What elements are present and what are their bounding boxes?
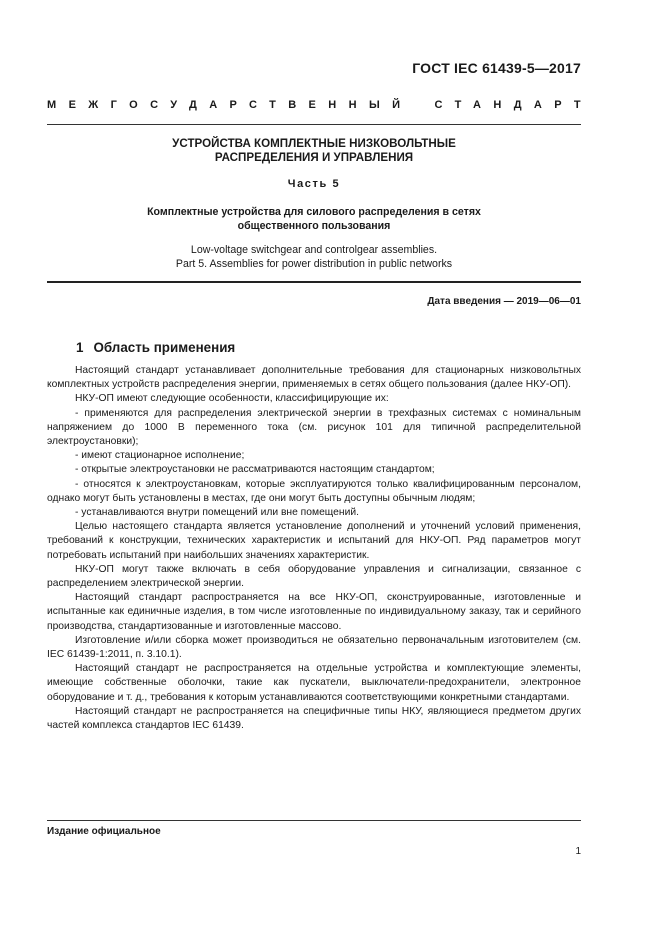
list-item: - имеют стационарное исполнение;	[75, 450, 245, 462]
title-line: УСТРОЙСТВА КОМПЛЕКТНЫЕ НИЗКОВОЛЬТНЫЕ	[172, 137, 456, 150]
paragraph: Настоящий стандарт устанавливает дополнительные требования для стационарных низковольтных комплектных устройств распределения энергии, применяемых в сетях общего пользования (далее НКУ-ОП).	[47, 365, 581, 391]
paragraph: Целью настоящего стандарта является установление дополнений и уточнений условий применения, требований к конструкции, технических характеристик и испытаний для НКУ-ОП. Ряд параметров могут потребовать испытаний при наибольших значениях характеристик.	[47, 521, 581, 561]
paragraph: НКУ-ОП могут также включать в себя оборудование управления и сигнализации, связанное с распределением электрической энергии.	[47, 563, 581, 590]
paragraph: Изготовление и/или сборка может производиться не обязательно первоначальным изготовителем (см. IEC 61439-1:2011, п. 3.10.1).	[47, 634, 581, 661]
paragraph: Настоящий стандарт не распространяется на специфичные типы НКУ, являющиеся предметом других частей комплекса стандартов IEC 61439.	[47, 705, 581, 732]
section-body	[47, 364, 581, 733]
title-en-line: Low-voltage switchgear and controlgear assemblies.	[190, 244, 438, 256]
interstate-word: МЕЖГОСУДАРСТВЕННЫЙ	[47, 99, 413, 111]
title-english	[47, 243, 581, 271]
subtitle-line: общественного пользования	[237, 220, 391, 232]
title-en-line: Part 5. Assemblies for power distribution in public networks	[175, 258, 453, 270]
part-label: Часть 5	[287, 178, 341, 190]
paragraph: Настоящий стандарт распространяется на все НКУ-ОП, сконструированные, изготовленные и испытанные как единичные изделия, в том числе изготовленные по индивидуальному заказу, так и серийного производства, стандартизованные и изготовленные массово.	[47, 592, 581, 632]
title-russian	[47, 137, 581, 165]
subtitle-russian	[47, 205, 581, 233]
footer-divider	[47, 820, 581, 821]
paragraph: НКУ-ОП имеют следующие особенности, классифицирующие их:	[75, 393, 389, 405]
list-item: - применяются для распределения электрической энергии в трехфазных системах с номинальным напряжением до 1000 В переменного тока (см. рисунок 101 для типичной распределительной электроустановки);	[47, 407, 581, 448]
list-item: - относятся к электроустановкам, которые эксплуатируются только квалифицированным персоналом, однако могут быть установлены в местах, где они могут быть доступны обычным людям;	[47, 478, 581, 504]
interstate-standard-banner	[47, 99, 593, 111]
page-number: 1	[575, 846, 581, 857]
section-number: 1	[76, 340, 84, 355]
document-code: ГОСТ IEC 61439-5—2017	[412, 60, 581, 76]
standard-word: СТАНДАРТ	[434, 99, 593, 111]
subtitle-line: Комплектные устройства для силового распределения в сетях	[147, 206, 481, 218]
paragraph: Настоящий стандарт не распространяется на отдельные устройства и комплектующие элементы, имеющие собственные оболочки, такие как пускатели, выключатели-предохранители, электронное оборудование и т. д., требования к которым устанавливаются соответствующими конкретными стандартами.	[47, 663, 581, 703]
introduction-date: Дата введения — 2019—06—01	[427, 296, 581, 307]
title-divider	[47, 281, 581, 283]
header-divider	[47, 124, 581, 125]
section-heading	[76, 340, 235, 355]
section-title: Область применения	[93, 340, 236, 355]
list-item: - устанавливаются внутри помещений или вне помещений.	[75, 507, 359, 519]
title-line: РАСПРЕДЕЛЕНИЯ И УПРАВЛЕНИЯ	[214, 151, 414, 164]
official-edition-label: Издание официальное	[47, 826, 161, 837]
list-item: - открытые электроустановки не рассматриваются настоящим стандартом;	[75, 464, 435, 476]
